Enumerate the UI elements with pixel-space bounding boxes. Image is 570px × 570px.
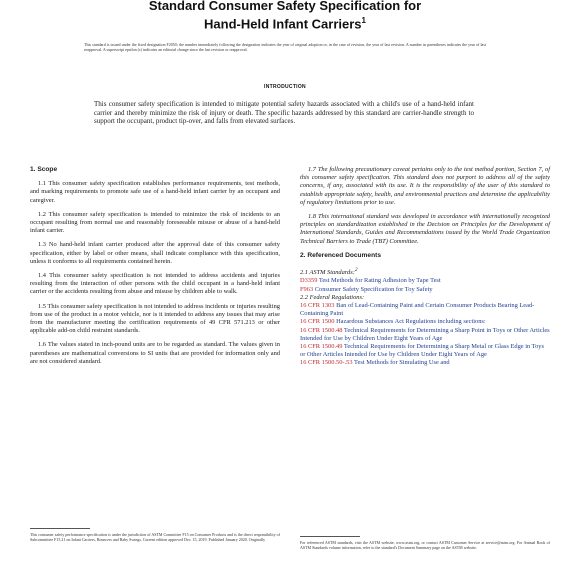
reference-code-link[interactable]: 16 CFR 1500.50-.53 <box>300 359 353 367</box>
astm-standards-label: 2.1 ASTM Standards: <box>300 269 355 277</box>
federal-reference-item[interactable] <box>300 343 550 359</box>
reference-title-link[interactable]: Consumer Safety Specification for Toy Safety <box>314 285 433 293</box>
scope-paragraph-1-4: 1.4 This consumer safety specification is not intended to address accidents and injuries resulting from the interaction of other persons with the child occupant in a hand-held infant carrier or the accidents resulting from abuse and misuse by children able to walk. <box>30 272 280 296</box>
reference-title-link[interactable]: Ban of Lead-Containing Paint and Certain Consumer Products Bearing Lead-Containing Paint <box>300 301 535 318</box>
scope-paragraph-1-1: 1.1 This consumer safety specification establishes performance requirements, test methods, and marking requirements to promote safe use of a hand-held infant carrier by an occupant and caregiver. <box>30 180 280 204</box>
reference-code-link[interactable]: F963 <box>300 285 314 293</box>
introduction-heading: INTRODUCTION <box>264 84 306 90</box>
reference-code-link[interactable]: 16 CFR 1303 <box>300 301 335 309</box>
left-column <box>30 166 280 372</box>
federal-reference-item[interactable] <box>300 302 550 318</box>
reference-title-link[interactable]: Technical Requirements for Determining a Sharp Point in Toys or Other Articles Intended for Use by Children Under Eight Years of Age <box>300 326 550 342</box>
designation-note: This standard is issued under the fixed designation F2050; the number immediately following the designation indicates the year of original adoption or, in the case of revision, the year of last revision. A number in parentheses indicates the year of last reapproval. A superscript epsilon (ε) indicates an editorial change since the last revision or reapproval. <box>84 42 486 53</box>
scope-paragraph-1-6: 1.6 The values stated in inch-pound units are to be regarded as standard. The values given in parentheses are mathematical conversions to SI units that are provided for information only and are not considered standard. <box>30 341 280 365</box>
scope-heading: 1. Scope <box>30 166 58 173</box>
scope-paragraph-1-7: 1.7 The following precautionary caveat pertains only to the test method portion, Section 7, of this consumer safety specification. This standard does not purport to address all of the safety concerns, if any, associated with its use. It is the responsibility of the user of this standard to establish appropriate safety, health, and environmental practices and determine the applicability of regulatory limitations prior to use. <box>300 166 550 206</box>
reference-code-link[interactable]: 16 CFR 1500 <box>300 318 335 326</box>
title-footnote-marker: 1 <box>361 16 366 25</box>
federal-reference-list <box>300 302 550 368</box>
title-line-2-text: Hand-Held Infant Carriers <box>204 16 362 32</box>
reference-code-link[interactable]: 16 CFR 1500.49 <box>300 342 343 350</box>
introduction-text: This consumer safety specification is intended to mitigate potential safety hazards associated with a child's use of a hand-held infant carrier and thereby minimize the risk of injury or death. The specific hazards addressed by this standard are carrier-handle strength to support the occupant, product tip-over, and falls from elevated surfaces. <box>94 100 474 126</box>
footnote-rule-right <box>300 536 360 537</box>
federal-reference-item[interactable] <box>300 318 550 326</box>
reference-title-link[interactable]: Test Methods for Simulating Use and <box>354 359 450 367</box>
scope-paragraph-1-5: 1.5 This consumer safety specification is not intended to address incidents or injuries resulting from use of the product in a motor vehicle, nor is it intended to address any issues that may arise from the manufacturer meeting the certification requirements of 49 CFR 571.213 or other applicable add-on child restraint standards. <box>30 302 280 335</box>
astm-reference-list <box>300 277 550 293</box>
footnote-left: This consumer safety performance specification is under the jurisdiction of ASTM Committee F15 on Consumer Products and is the direct responsibility of Subcommittee F15.21 on Infant Carriers, Bouncers and Baby Swings. Current edition approved Dec. 15, 2019. Published January 2020. Originally <box>30 532 280 542</box>
federal-reference-item[interactable] <box>300 327 550 343</box>
scope-paragraph-1-8: 1.8 This international standard was developed in accordance with internationally recognized principles on standardization established in the Decision on Principles for the Development of International Standards, Guides and Recommendations issued by the World Trade Organization Technical Barriers to Trade (TBT) Committee. <box>300 213 550 245</box>
referenced-documents-heading: 2. Referenced Documents <box>300 251 381 259</box>
reference-title-link[interactable]: Hazardous Substances Act Regulations including sections: <box>336 318 486 326</box>
footnote-right: For referenced ASTM standards, visit the ASTM website, www.astm.org, or contact ASTM Customer Service at service@astm.org. For Annual Book of ASTM Standards volume information, refer to the standard's Document Summary page on the ASTM website. <box>300 540 550 550</box>
astm-reference-item[interactable] <box>300 286 550 294</box>
title-line-2 <box>0 13 570 31</box>
footnote-rule-left <box>30 528 90 529</box>
astm-standards-subheading <box>300 266 550 277</box>
right-column <box>300 166 550 368</box>
reference-code-link[interactable]: D3359 <box>300 277 318 285</box>
reference-code-link[interactable]: 16 CFR 1500.48 <box>300 326 343 334</box>
scope-paragraph-1-3: 1.3 No hand-held infant carrier produced after the approval date of this consumer safety specification, either by label or other means, shall indicate compliance with this specification, unless it conforms to all requirements contained herein. <box>30 241 280 265</box>
federal-regulations-subheading: 2.2 Federal Regulations: <box>300 293 365 301</box>
title-line-1: Standard Consumer Safety Specification for <box>148 0 422 13</box>
federal-reference-item[interactable] <box>300 359 550 367</box>
reference-title-link[interactable]: Test Methods for Rating Adhesion by Tape Test <box>318 277 441 285</box>
document-title <box>0 0 570 31</box>
reference-title-link[interactable]: Technical Requirements for Determining a Sharp Metal or Glass Edge in Toys or Other Articles Intended for Use by Children Under Eight Years of Age <box>300 342 544 359</box>
scope-paragraph-1-2: 1.2 This consumer safety specification is intended to minimize the risk of incidents to an occupant resulting from normal use and reasonably foreseeable misuse or abuse of a hand-held infant carrier. <box>30 210 280 235</box>
astm-footnote-marker: 2 <box>354 267 358 274</box>
astm-reference-item[interactable] <box>300 277 550 285</box>
